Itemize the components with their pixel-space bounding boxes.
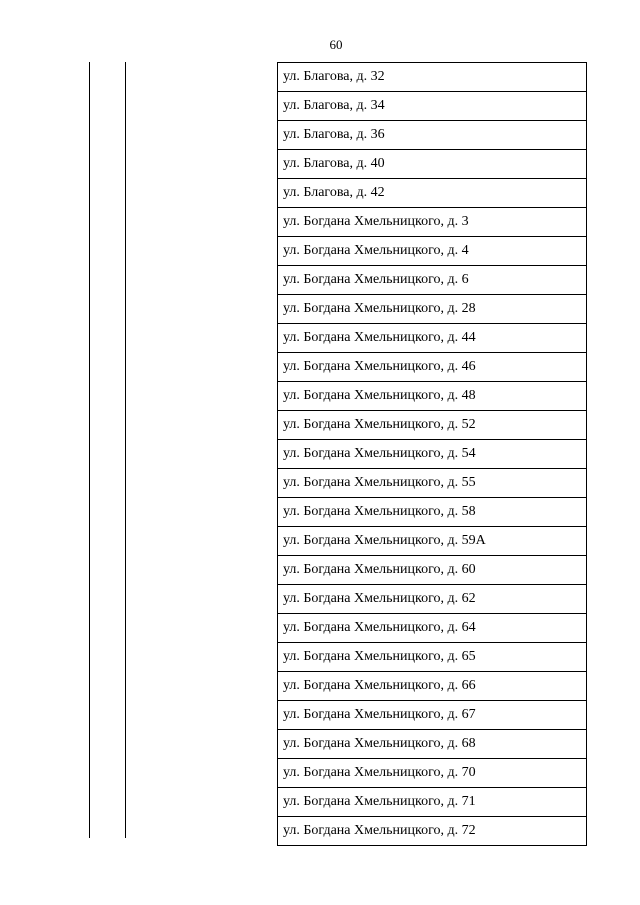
address-cell: ул. Богдана Хмельницкого, д. 64 <box>278 614 587 643</box>
table-row <box>278 701 587 730</box>
table-row <box>278 411 587 440</box>
table-row <box>278 440 587 469</box>
address-cell: ул. Богдана Хмельницкого, д. 66 <box>278 672 587 701</box>
address-cell: ул. Богдана Хмельницкого, д. 3 <box>278 208 587 237</box>
table-row <box>278 179 587 208</box>
address-cell: ул. Богдана Хмельницкого, д. 48 <box>278 382 587 411</box>
table-row <box>278 208 587 237</box>
table-row <box>278 469 587 498</box>
table-row <box>278 498 587 527</box>
table-column-border-inner <box>125 62 126 838</box>
table-row <box>278 324 587 353</box>
page-number: 60 <box>329 37 343 52</box>
address-cell: ул. Богдана Хмельницкого, д. 52 <box>278 411 587 440</box>
table-row <box>278 585 587 614</box>
table-row <box>278 382 587 411</box>
address-cell: ул. Богдана Хмельницкого, д. 62 <box>278 585 587 614</box>
address-cell: ул. Богдана Хмельницкого, д. 6 <box>278 266 587 295</box>
table-row <box>278 556 587 585</box>
address-cell: ул. Богдана Хмельницкого, д. 71 <box>278 788 587 817</box>
address-cell: ул. Богдана Хмельницкого, д. 55 <box>278 469 587 498</box>
address-cell: ул. Богдана Хмельницкого, д. 44 <box>278 324 587 353</box>
table-row <box>278 237 587 266</box>
table-row <box>278 817 587 846</box>
address-cell: ул. Богдана Хмельницкого, д. 67 <box>278 701 587 730</box>
table-row <box>278 92 587 121</box>
address-cell: ул. Богдана Хмельницкого, д. 58 <box>278 498 587 527</box>
address-cell: ул. Богдана Хмельницкого, д. 28 <box>278 295 587 324</box>
table-row <box>278 353 587 382</box>
address-cell: ул. Благова, д. 40 <box>278 150 587 179</box>
table-row <box>278 672 587 701</box>
address-cell: ул. Богдана Хмельницкого, д. 70 <box>278 759 587 788</box>
address-cell: ул. Благова, д. 42 <box>278 179 587 208</box>
table-row <box>278 643 587 672</box>
address-cell: ул. Благова, д. 36 <box>278 121 587 150</box>
address-cell: ул. Богдана Хмельницкого, д. 72 <box>278 817 587 846</box>
table-row <box>278 295 587 324</box>
table-row <box>278 759 587 788</box>
table-row <box>278 730 587 759</box>
table-row <box>278 527 587 556</box>
table-row <box>278 121 587 150</box>
address-cell: ул. Богдана Хмельницкого, д. 68 <box>278 730 587 759</box>
address-cell: ул. Богдана Хмельницкого, д. 60 <box>278 556 587 585</box>
address-cell: ул. Богдана Хмельницкого, д. 54 <box>278 440 587 469</box>
address-table <box>277 62 587 846</box>
address-cell: ул. Благова, д. 32 <box>278 63 587 92</box>
table-row <box>278 266 587 295</box>
address-cell: ул. Богдана Хмельницкого, д. 65 <box>278 643 587 672</box>
address-cell: ул. Богдана Хмельницкого, д. 59А <box>278 527 587 556</box>
table-row <box>278 63 587 92</box>
address-cell: ул. Богдана Хмельницкого, д. 46 <box>278 353 587 382</box>
table-row <box>278 150 587 179</box>
table-row <box>278 788 587 817</box>
table-row <box>278 614 587 643</box>
table-column-border-left <box>89 62 90 838</box>
address-cell: ул. Богдана Хмельницкого, д. 4 <box>278 237 587 266</box>
address-cell: ул. Благова, д. 34 <box>278 92 587 121</box>
